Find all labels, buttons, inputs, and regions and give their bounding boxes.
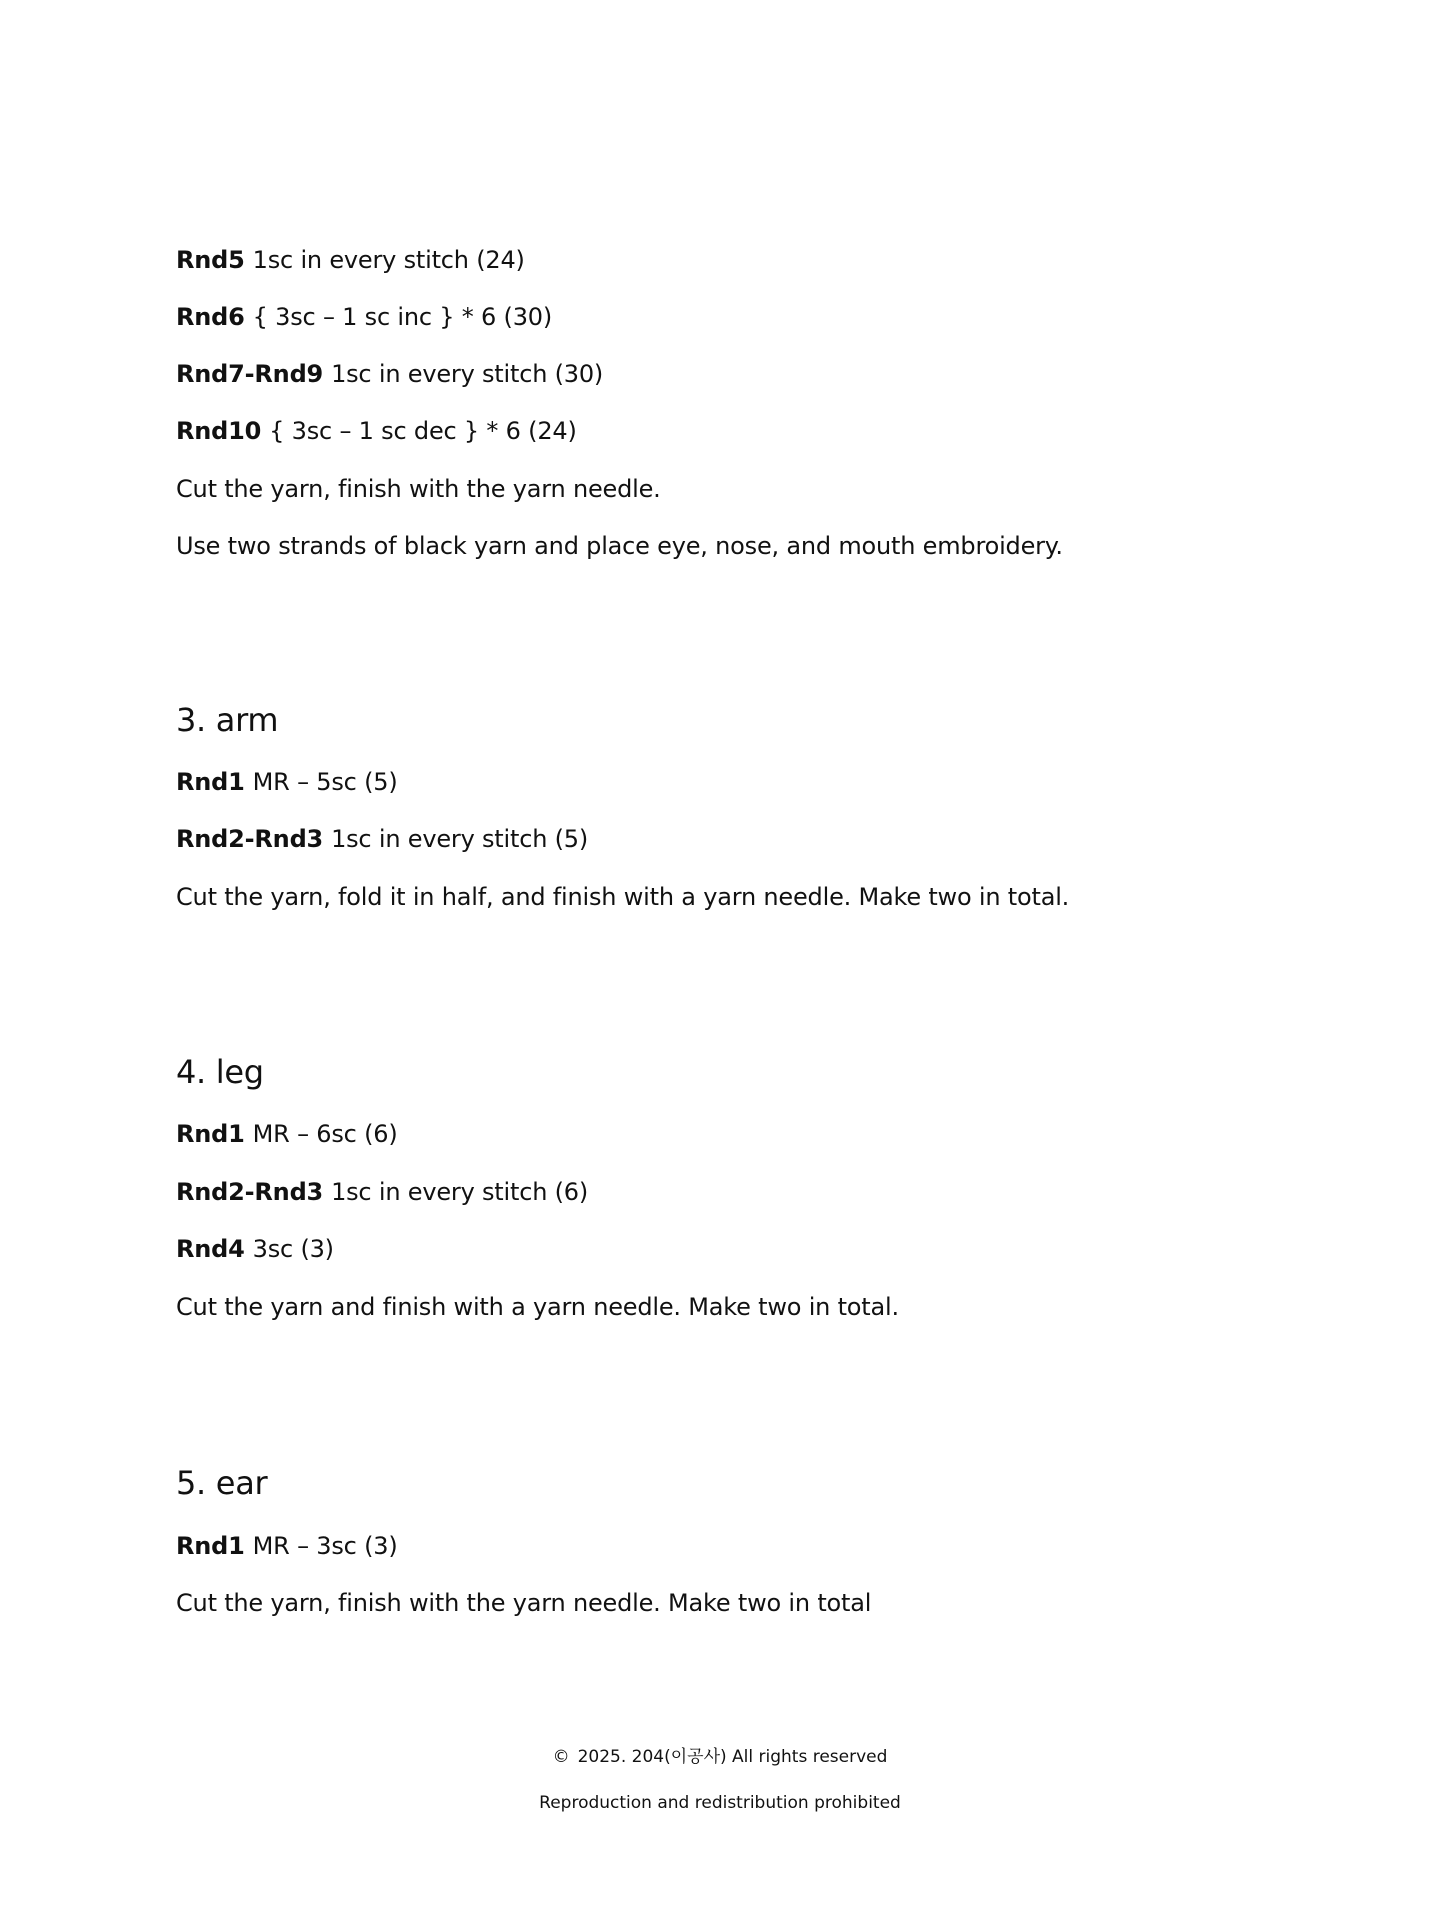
leg-row-rnd4 xyxy=(176,1233,334,1265)
round-instruction: { 3sc – 1 sc inc } * 6 (30) xyxy=(252,303,553,331)
round-label: Rnd2-Rnd3 xyxy=(176,1178,324,1206)
round-instruction: 3sc (3) xyxy=(252,1235,334,1263)
arm-row-rnd1 xyxy=(176,766,398,798)
round-label: Rnd5 xyxy=(176,246,245,274)
round-instruction: MR – 3sc (3) xyxy=(252,1532,398,1560)
round-instruction: { 3sc – 1 sc dec } * 6 (24) xyxy=(269,417,577,445)
round-instruction: 1sc in every stitch (6) xyxy=(331,1178,589,1206)
leg-row-rnd2-rnd3 xyxy=(176,1176,588,1208)
row-rnd7-rnd9 xyxy=(176,358,603,390)
copyright-line xyxy=(0,1745,1440,1769)
embroidery-note: Use two strands of black yarn and place eye, nose, and mouth embroidery. xyxy=(176,532,1063,560)
leg-note: Cut the yarn and finish with a yarn needle. Make two in total. xyxy=(176,1293,899,1321)
copyright-icon: © xyxy=(552,1747,570,1767)
round-instruction: 1sc in every stitch (24) xyxy=(252,246,525,274)
finish-note: Cut the yarn, finish with the yarn needle. xyxy=(176,475,661,503)
round-label: Rnd1 xyxy=(176,768,245,796)
round-label: Rnd2-Rnd3 xyxy=(176,825,324,853)
round-label: Rnd1 xyxy=(176,1532,245,1560)
copyright-text: 2025. 204(이공사) All rights reserved xyxy=(577,1747,888,1767)
round-label: Rnd7-Rnd9 xyxy=(176,360,324,388)
round-instruction: MR – 6sc (6) xyxy=(252,1120,398,1148)
row-rnd5 xyxy=(176,244,525,276)
section-heading-leg: 4. leg xyxy=(176,1053,264,1091)
row-rnd10 xyxy=(176,415,577,447)
section-heading-arm: 3. arm xyxy=(176,701,279,739)
section-heading-ear: 5. ear xyxy=(176,1464,268,1502)
round-label: Rnd10 xyxy=(176,417,262,445)
round-label: Rnd1 xyxy=(176,1120,245,1148)
ear-note: Cut the yarn, finish with the yarn needle. Make two in total xyxy=(176,1589,872,1617)
ear-row-rnd1 xyxy=(176,1530,398,1562)
row-rnd6 xyxy=(176,301,552,333)
round-instruction: 1sc in every stitch (30) xyxy=(331,360,604,388)
round-instruction: MR – 5sc (5) xyxy=(252,768,398,796)
round-instruction: 1sc in every stitch (5) xyxy=(331,825,589,853)
round-label: Rnd6 xyxy=(176,303,245,331)
round-label: Rnd4 xyxy=(176,1235,245,1263)
arm-note: Cut the yarn, fold it in half, and finish with a yarn needle. Make two in total. xyxy=(176,883,1070,911)
arm-row-rnd2-rnd3 xyxy=(176,823,588,855)
redistribution-notice: Reproduction and redistribution prohibited xyxy=(539,1793,901,1813)
leg-row-rnd1 xyxy=(176,1118,398,1150)
